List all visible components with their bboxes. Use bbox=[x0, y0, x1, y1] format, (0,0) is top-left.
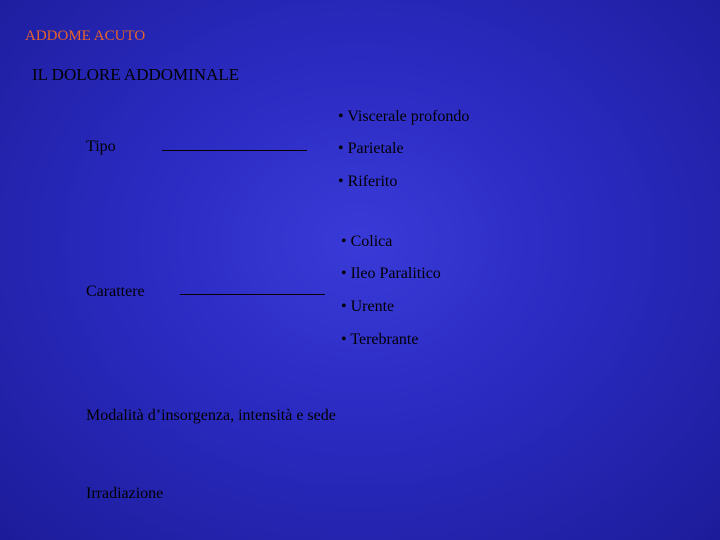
tipo-item-viscerale: • Viscerale profondo bbox=[338, 108, 470, 125]
slide-subtitle: IL DOLORE ADDOMINALE bbox=[32, 65, 240, 84]
carattere-item-colica: • Colica bbox=[341, 233, 393, 250]
carattere-item-terebrante: • Terebrante bbox=[341, 331, 419, 348]
modalita-label: Modalità d’insorgenza, intensità e sede bbox=[86, 407, 336, 424]
irradiazione-label: Irradiazione bbox=[86, 485, 164, 502]
carattere-item-ileo: • Ileo Paralitico bbox=[341, 265, 441, 282]
tipo-label: Tipo bbox=[86, 138, 116, 155]
carattere-label: Carattere bbox=[86, 283, 145, 300]
slide-header: ADDOME ACUTO bbox=[25, 28, 146, 44]
tipo-item-riferito: • Riferito bbox=[338, 173, 398, 190]
tipo-item-parietale: • Parietale bbox=[338, 140, 404, 157]
carattere-item-urente: • Urente bbox=[341, 298, 395, 315]
tipo-connector-line bbox=[162, 150, 307, 151]
carattere-connector-line bbox=[180, 294, 325, 295]
